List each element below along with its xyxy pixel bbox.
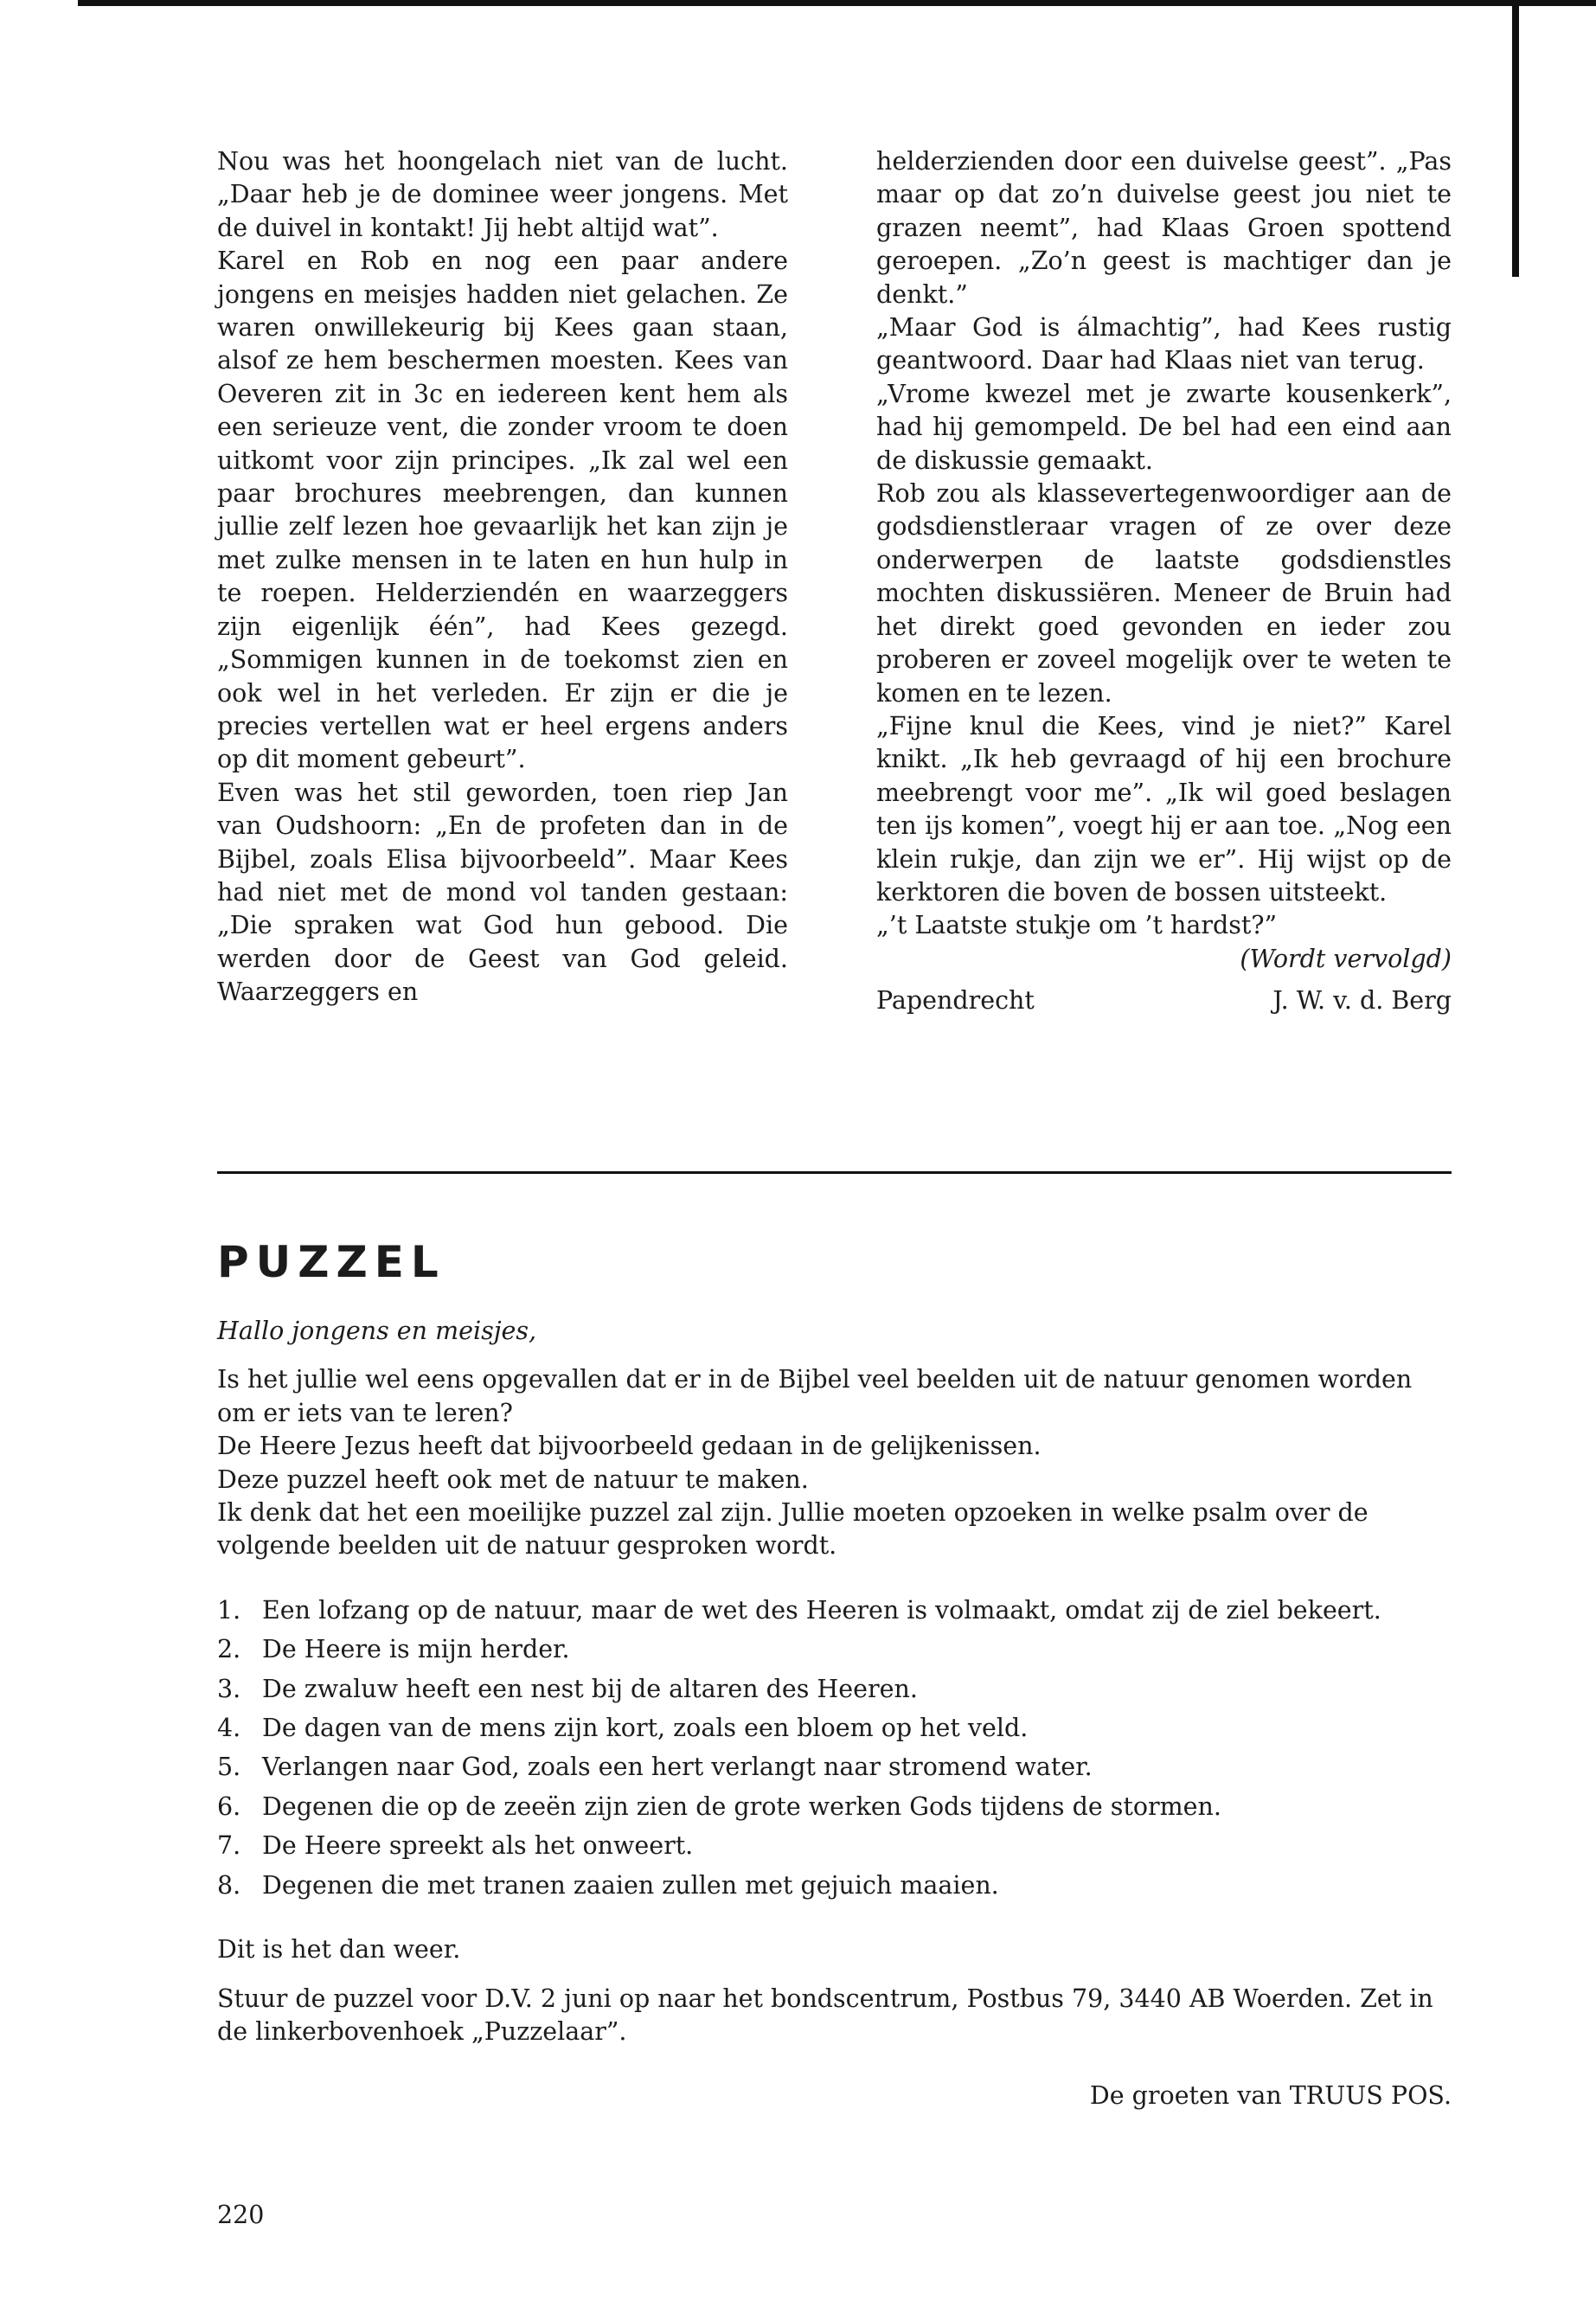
item-number: 2. <box>217 1635 241 1664</box>
story-right-column <box>876 145 1452 1018</box>
story-signature <box>876 984 1452 1017</box>
item-number: 7. <box>217 1831 241 1861</box>
list-item <box>217 1712 1452 1745</box>
puzzle-outro: Dit is het dan weer. <box>217 1935 461 1965</box>
top-border <box>78 0 1596 6</box>
puzzle-list <box>217 1594 1452 1902</box>
item-number: 4. <box>217 1714 241 1743</box>
continued-note: (Wordt vervolgd) <box>1240 944 1452 973</box>
puzzle-title: PUZZEL <box>217 1237 445 1287</box>
side-border <box>1512 0 1519 277</box>
puzzle-closing: De groeten van TRUUS POS. <box>1089 2081 1452 2111</box>
list-item <box>217 1830 1452 1862</box>
puzzle-intro <box>217 1363 1452 1562</box>
list-item <box>217 1791 1452 1823</box>
item-text: Degenen die op de zeeën zijn zien de grote werken Gods tijdens de stormen. <box>262 1791 1221 1821</box>
item-text: De dagen van de mens zijn kort, zoals een bloem op het veld. <box>262 1714 1029 1743</box>
puzzle-section <box>217 1315 1452 2113</box>
item-number: 8. <box>217 1870 241 1900</box>
list-item <box>217 1673 1452 1706</box>
story-left-text: Nou was het hoongelach niet van de lucht. „Daar heb je de dominee weer jongens. Met de duivel in kontakt! Jij hebt altijd wat”. Karel en Rob en nog een paar andere jongens en meisjes hadden niet gelachen. Ze waren onwillekeurig bij Kees gaan staan, alsof ze hem beschermen moesten. Kees van Oeveren zit in 3c en iedereen kent hem als een serieuze vent, die zonder vroom te doen uitkomt voor zijn principes. „Ik zal wel een paar brochures meebrengen, dan kunnen jullie zelf lezen hoe gevaarlijk het kan zijn je met zulke mensen in te laten en hun hulp in te roepen. Helderziendén en waarzeggers zijn eigenlijk één”, had Kees gezegd. „Sommigen kunnen in de toekomst zien en ook wel in het verleden. Er zijn er die je precies vertellen wat er heel ergens anders op dit moment gebeurt”. Even was het stil geworden, toen riep Jan van Oudshoorn: „En de profeten dan in de Bijbel, zoals Elisa bijvoorbeeld”. Maar Kees had niet met de mond vol tanden gestaan: „Die spraken wat God hun gebood. Die werden door de Geest van God geleid. Waarzeggers en <box>217 147 788 1007</box>
page-number: 220 <box>217 2201 265 2229</box>
list-item <box>217 1594 1452 1627</box>
puzzle-instructions: Stuur de puzzel voor D.V. 2 juni op naar het bondscentrum, Postbus 79, 3440 AB Woerden. Zet in de linkerbovenhoek „Puzzelaar”. <box>217 1984 1433 2046</box>
story-right-text: helderzienden door een duivelse geest”. „Pas maar op dat zo’n duivelse geest jou niet te grazen neemt”, had Klaas Groen spottend geroepen. „Zo’n geest is machtiger dan je denkt.” „Maar God is álmachtig”, had Kees rustig geantwoord. Daar had Klaas niet van terug. „Vrome kwezel met je zwarte kousenkerk”, had hij gemompeld. De bel had een eind aan de diskussie gemaakt. Rob zou als klassevertegenwoordiger aan de godsdienstleraar vragen of ze over deze onderwerpen de laatste godsdienstles mochten diskussiëren. Meneer de Bruin had het direkt goed gevonden en ieder zou proberen er zoveel mogelijk over te weten te komen en te lezen. „Fijne knul die Kees, vind je niet?” Karel knikt. „Ik heb gevraagd of hij een brochure meebrengt voor me”. „Ik wil goed beslagen ten ijs komen”, voegt hij er aan toe. „Nog een klein rukje, dan zijn we er”. Hij wijst op de kerktoren die boven de bossen uitsteekt. „’t Laatste stukje om ’t hardst?” <box>876 147 1452 940</box>
item-text: De zwaluw heeft een nest bij de altaren des Heeren. <box>262 1674 918 1703</box>
intro-line: Deze puzzel heeft ook met de natuur te maken. <box>217 1465 809 1494</box>
story-author: J. W. v. d. Berg <box>1272 986 1452 1016</box>
intro-line: De Heere Jezus heeft dat bijvoorbeeld gedaan in de gelijkenissen. <box>217 1432 1042 1461</box>
item-text: De Heere spreekt als het onweert. <box>262 1831 694 1861</box>
list-item <box>217 1751 1452 1784</box>
item-number: 6. <box>217 1791 241 1821</box>
story-left-column <box>217 145 788 1009</box>
item-text: De Heere is mijn herder. <box>262 1635 570 1664</box>
item-number: 5. <box>217 1753 241 1782</box>
item-text: Degenen die met tranen zaaien zullen met gejuich maaien. <box>262 1870 999 1900</box>
item-number: 3. <box>217 1674 241 1703</box>
list-item <box>217 1633 1452 1666</box>
intro-line: Ik denk dat het een moeilijke puzzel zal zijn. Jullie moeten opzoeken in welke psalm over de volgende beelden uit de natuur gesproken wordt. <box>217 1498 1368 1561</box>
item-number: 1. <box>217 1595 241 1625</box>
section-divider <box>217 1171 1452 1174</box>
list-item <box>217 1869 1452 1902</box>
story-place: Papendrecht <box>876 986 1035 1016</box>
item-text: Een lofzang op de natuur, maar de wet des Heeren is volmaakt, omdat zij de ziel bekeert. <box>262 1595 1381 1625</box>
intro-line: Is het jullie wel eens opgevallen dat er in de Bijbel veel beelden uit de natuur genomen worden om er iets van te leren? <box>217 1365 1413 1427</box>
puzzle-greeting: Hallo jongens en meisjes, <box>217 1317 537 1345</box>
item-text: Verlangen naar God, zoals een hert verlangt naar stromend water. <box>262 1753 1093 1782</box>
